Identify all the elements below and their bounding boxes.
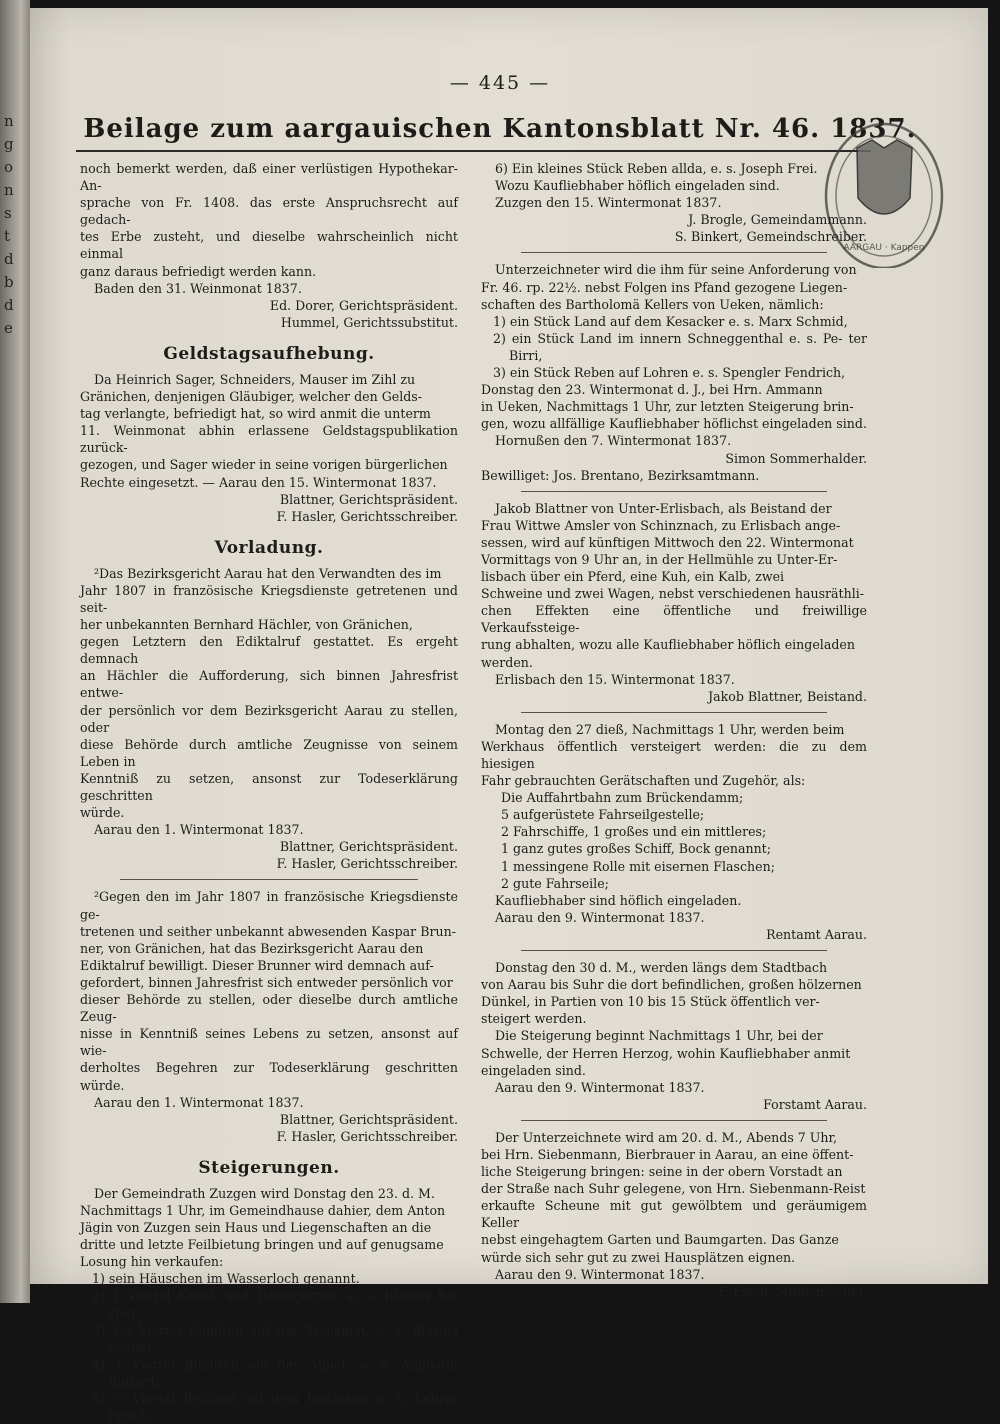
text-line: Ediktalruf bewilligt. Dieser Brunner wird demnach auf- xyxy=(80,957,434,973)
text-line: ²Gegen den im Jahr 1807 in französische Kriegsdienste ge- xyxy=(80,889,458,922)
text-line: steigert werden. xyxy=(481,1011,587,1027)
text-line: Der Unterzeichnete wird am 20. d. M., Abends 7 Uhr, xyxy=(495,1129,838,1145)
list-item: 2) ein Stück Land im innern Schneggenthal e. s. Pe- ter Birri, xyxy=(493,330,867,363)
text-line: Schweine und zwei Wagen, nebst verschiedenen hausräthli- xyxy=(481,586,865,602)
signature: Blattner, Gerichtspräsident. xyxy=(279,491,458,507)
divider xyxy=(521,1120,827,1121)
notice-scheune xyxy=(481,1129,867,1300)
signature: Hummel, Gerichtssubstitut. xyxy=(280,314,458,330)
text-line: noch bemerkt werden, daß einer verlüstigen Hypothekar-An- xyxy=(80,161,458,194)
list-item: 1 ganz gutes großes Schiff, Bock genannt; xyxy=(501,841,771,857)
notice-werkhaus xyxy=(481,721,867,943)
text-line: Dünkel, in Partien von 10 bis 15 Stück öffentlich ver- xyxy=(481,994,820,1010)
list-item: 2) 1 Viertel Kraut- und Baumgarten, e. s. Blasius Sa- cher. xyxy=(92,1288,458,1321)
text-line: sessen, wird auf künftigen Mittwoch den 22. Wintermonat xyxy=(481,534,854,550)
notice-zuzgen xyxy=(80,1185,458,1424)
notice-date: Aarau den 9. Wintermonat 1837. xyxy=(495,1079,705,1095)
divider xyxy=(521,252,827,253)
notice-vorladung-brunner xyxy=(80,888,458,1144)
signature: Rentamt Aarau. xyxy=(766,926,867,942)
text-line: Donstag den 30 d. M., werden längs dem Stadtbach xyxy=(495,960,828,976)
list-item: Die Auffahrtbahn zum Brückendamm; xyxy=(501,790,744,806)
text-line: Die Steigerung beginnt Nachmittags 1 Uhr, bei der xyxy=(495,1028,823,1044)
list-item: 1) ein Stück Land auf dem Kesacker e. s. Marx Schmid, xyxy=(493,313,848,329)
text-line: Kaufliebhaber sind höflich eingeladen. xyxy=(495,892,742,908)
signature: S. Binkert, Gemeindschreiber. xyxy=(674,229,867,245)
text-line: liche Steigerung bringen: seine in der obern Vorstadt an xyxy=(481,1164,843,1180)
stamp-text: AARGAU · Kappen xyxy=(843,243,925,253)
notice-ueken xyxy=(481,261,867,483)
text-line: tretenen und seither unbekannt abwesenden Kaspar Brun- xyxy=(80,923,456,939)
text-line: werden. xyxy=(481,654,533,670)
notice-date: Baden den 31. Weinmonat 1837. xyxy=(94,280,302,296)
text-line: Rechte eingesetzt. — Aarau den 15. Wintermonat 1837. xyxy=(80,474,437,490)
page-number: — 445 — xyxy=(449,72,551,94)
notice-zuzgen-continuation xyxy=(481,160,867,245)
text-line: Jakob Blattner von Unter-Erlisbach, als Beistand der xyxy=(495,500,832,516)
text-line: ganz daraus befriedigt werden kann. xyxy=(80,263,317,279)
list-item: 6) Ein kleines Stück Reben allda, e. s. Joseph Frei. xyxy=(495,161,818,176)
text-line: Montag den 27 dieß, Nachmittags 1 Uhr, werden beim xyxy=(495,721,845,737)
text-line: lisbach über ein Pferd, eine Kuh, ein Kalb, zwei xyxy=(481,569,785,585)
page-title: Beilage zum aargauischen Kantonsblatt Nr. 46. 1837. xyxy=(83,114,917,144)
list-item: 3) ein Stück Reben auf Lohren e. s. Spengler Fendrich, xyxy=(493,365,846,381)
text-line: Frau Wittwe Amsler von Schinznach, zu Erlisbach ange- xyxy=(481,517,841,533)
notice-date: Aarau den 1. Wintermonat 1837. xyxy=(94,1094,304,1110)
divider xyxy=(521,712,827,713)
text-line: tag verlangte, befriedigt hat, so wird anmit die unterm xyxy=(80,406,431,422)
list-item: 1 messingene Rolle mit eisernen Flaschen; xyxy=(501,858,775,874)
text-line: ner, von Gränichen, hat das Bezirksgericht Aarau den xyxy=(80,940,424,956)
text-line: Wozu Kaufliebhaber höflich eingeladen sind. xyxy=(495,178,780,194)
list-item: 4) 1 Viertel Bündten auf der Almet, e. s. Augustin Binkert. xyxy=(92,1356,458,1389)
text-line: Kenntniß zu setzen, ansonst zur Todeserklärung geschritten xyxy=(80,770,458,803)
list-item: 3) 1½ Viertel Bündten auf der Stockmat, e. s. Blasius Sacher. xyxy=(92,1322,458,1355)
text-line: schaften des Bartholomä Kellers von Ueken, nämlich: xyxy=(481,296,824,312)
text-line: Jahr 1807 in französische Kriegsdienste getretenen und seit- xyxy=(80,582,458,615)
notice-erlisbach xyxy=(481,500,867,705)
text-line: dritte und letzte Feilbietung bringen und auf genugsame xyxy=(80,1237,444,1253)
notice-date: Aarau den 9. Wintermonat 1837. xyxy=(495,909,705,925)
text-line: derholtes Begehren zur Todeserklärung geschritten würde. xyxy=(80,1060,458,1093)
notice-vorladung-haechler xyxy=(80,565,458,873)
text-line: Nachmittags 1 Uhr, im Gemeindhause dahier, dem Anton xyxy=(80,1202,446,1218)
notice-date: Aarau den 9. Wintermonat 1837. xyxy=(495,1266,705,1282)
text-line: sprache von Fr. 1408. das erste Anspruchsrecht auf gedach- xyxy=(80,195,458,228)
notice-date: Erlisbach den 15. Wintermonat 1837. xyxy=(495,671,735,687)
text-line: Werkhaus öffentlich versteigert werden: die zu dem hiesigen xyxy=(481,738,867,771)
list-item: 1) sein Häuschen im Wasserloch genannt. xyxy=(92,1271,360,1287)
text-line: 11. Weinmonat abhin erlassene Geldstagspublikation zurück- xyxy=(80,423,458,456)
notice-forstamt xyxy=(481,959,867,1113)
text-line: Schwelle, der Herren Herzog, wohin Kaufliebhaber anmit xyxy=(481,1045,851,1061)
signature: Forstamt Aarau. xyxy=(763,1096,867,1112)
signature: F. Hasler, Gerichtsschreiber. xyxy=(276,508,458,524)
signature: Bewilliget: Jos. Brentano, Bezirksamtmann. xyxy=(481,467,760,483)
text-line: Donstag den 23. Wintermonat d. J., bei Hrn. Ammann xyxy=(481,382,823,398)
signature: F. Hasler, Gerichtsschreiber. xyxy=(276,856,458,872)
text-line: ²Das Bezirksgericht Aarau hat den Verwandten des im xyxy=(94,565,442,581)
text-line: würde sich sehr gut zu zwei Hausplätzen eignen. xyxy=(481,1249,796,1265)
section-heading-geldstag: Geldstagsaufhebung. xyxy=(163,343,375,364)
text-line: Fr. 46. rp. 22½. nebst Folgen ins Pfand gezogene Liegen- xyxy=(481,279,848,295)
divider xyxy=(521,491,827,492)
text-line: dieser Behörde zu stellen, oder dieselbe durch amtliche Zeug- xyxy=(80,992,458,1025)
text-line: nisse in Kenntniß seines Lebens zu setzen, ansonst auf wie- xyxy=(80,1026,458,1059)
text-line: Jägin von Zuzgen sein Haus und Liegenschaften an die xyxy=(80,1220,432,1236)
text-line: Fahr gebrauchten Gerätschaften und Zugehör, als: xyxy=(481,773,806,789)
text-line: gefordert, binnen Jahresfrist sich entweder persönlich vor xyxy=(80,974,453,990)
list-item: 2 Fahrschiffe, 1 großes und ein mittleres; xyxy=(501,824,767,840)
text-line: her unbekannten Bernhard Hächler, von Gränichen, xyxy=(80,617,413,633)
list-item: 5 aufgerüstete Fahrseilgestelle; xyxy=(501,807,705,823)
section-heading-steigerungen: Steigerungen. xyxy=(198,1157,340,1178)
text-line: Da Heinrich Sager, Schneiders, Mauser im Zihl zu xyxy=(94,371,416,387)
signature: Ed. Dorer, Gerichtspräsident. xyxy=(269,297,458,313)
text-line: chen Effekten eine öffentliche und freiwillige Verkaufssteige- xyxy=(481,603,867,636)
notice-date: Zuzgen den 15. Wintermonat 1837. xyxy=(495,195,722,211)
list-item: 5) ½ Viertel Rebland auf dem Igelacker, e. s. Lehrer Frisch. xyxy=(92,1391,458,1424)
text-line: gen, wozu allfällige Kaufliebhaber höflichst eingeladen sind. xyxy=(481,416,867,432)
adjacent-page-edge xyxy=(0,0,30,1303)
left-column xyxy=(80,160,458,1424)
list-item: 2 gute Fahrseile; xyxy=(501,875,609,891)
signature: Simon Sommerhalder. xyxy=(725,450,867,466)
text-line: Der Gemeindrath Zuzgen wird Donstag den 23. d. M. xyxy=(94,1185,435,1201)
signature: F. Fisch, Mühlemacher. xyxy=(718,1283,867,1299)
text-line: eingeladen sind. xyxy=(481,1062,586,1078)
text-line: würde. xyxy=(80,805,125,821)
text-line: nebst eingehagtem Garten und Baumgarten. Das Ganze xyxy=(481,1232,839,1248)
signature: Blattner, Gerichtspräsident. xyxy=(279,839,458,855)
divider xyxy=(120,879,418,880)
text-line: von Aarau bis Suhr die dort befindlichen, großen hölzernen xyxy=(481,977,862,993)
notice-date: Aarau den 1. Wintermonat 1837. xyxy=(94,822,304,838)
text-line: diese Behörde durch amtliche Zeugnisse von seinem Leben in xyxy=(80,736,458,769)
text-line: in Ueken, Nachmittags 1 Uhr, zur letzten Steigerung brin- xyxy=(481,399,854,415)
notice-continuation xyxy=(80,160,458,331)
signature: Blattner, Gerichtspräsident. xyxy=(279,1111,458,1127)
text-line: bei Hrn. Siebenmann, Bierbrauer in Aarau, an eine öffent- xyxy=(481,1146,854,1162)
text-line: gezogen, und Sager wieder in seine vorigen bürgerlichen xyxy=(80,457,448,473)
right-column xyxy=(481,160,867,1300)
text-line: Losung hin verkaufen: xyxy=(80,1254,224,1270)
signature: F. Hasler, Gerichtsschreiber. xyxy=(276,1128,458,1144)
text-line: gegen Letztern den Ediktalruf gestattet. Es ergeht demnach xyxy=(80,634,458,667)
notice-date: Hornußen den 7. Wintermonat 1837. xyxy=(495,433,732,449)
text-line: rung abhalten, wozu alle Kaufliebhaber höflich eingeladen xyxy=(481,637,855,653)
adjacent-page-text: n g o n s t d b d e xyxy=(4,112,14,337)
section-heading-vorladung: Vorladung. xyxy=(214,537,324,558)
text-line: Gränichen, denjenigen Gläubiger, welcher den Gelds- xyxy=(80,389,423,405)
text-line: an Hächler die Aufforderung, sich binnen Jahresfrist entwe- xyxy=(80,668,458,701)
signature: Jakob Blattner, Beistand. xyxy=(708,688,867,704)
text-line: Vormittags von 9 Uhr an, in der Hellmühle zu Unter-Er- xyxy=(481,551,838,567)
header-rule xyxy=(76,150,871,152)
text-line: der Straße nach Suhr gelegene, von Hrn. Siebenmann-Reist xyxy=(481,1181,866,1197)
divider xyxy=(521,950,827,951)
signature: J. Brogle, Gemeindammann. xyxy=(688,212,867,228)
text-line: erkaufte Scheune mit gut gewölbtem und geräumigem Keller xyxy=(481,1198,867,1231)
text-line: Unterzeichneter wird die ihm für seine Anforderung von xyxy=(495,262,857,278)
notice-geldstag xyxy=(80,371,458,525)
text-line: tes Erbe zusteht, und dieselbe wahrscheinlich nicht einmal xyxy=(80,229,458,262)
text-line: der persönlich vor dem Bezirksgericht Aarau zu stellen, oder xyxy=(80,702,458,735)
